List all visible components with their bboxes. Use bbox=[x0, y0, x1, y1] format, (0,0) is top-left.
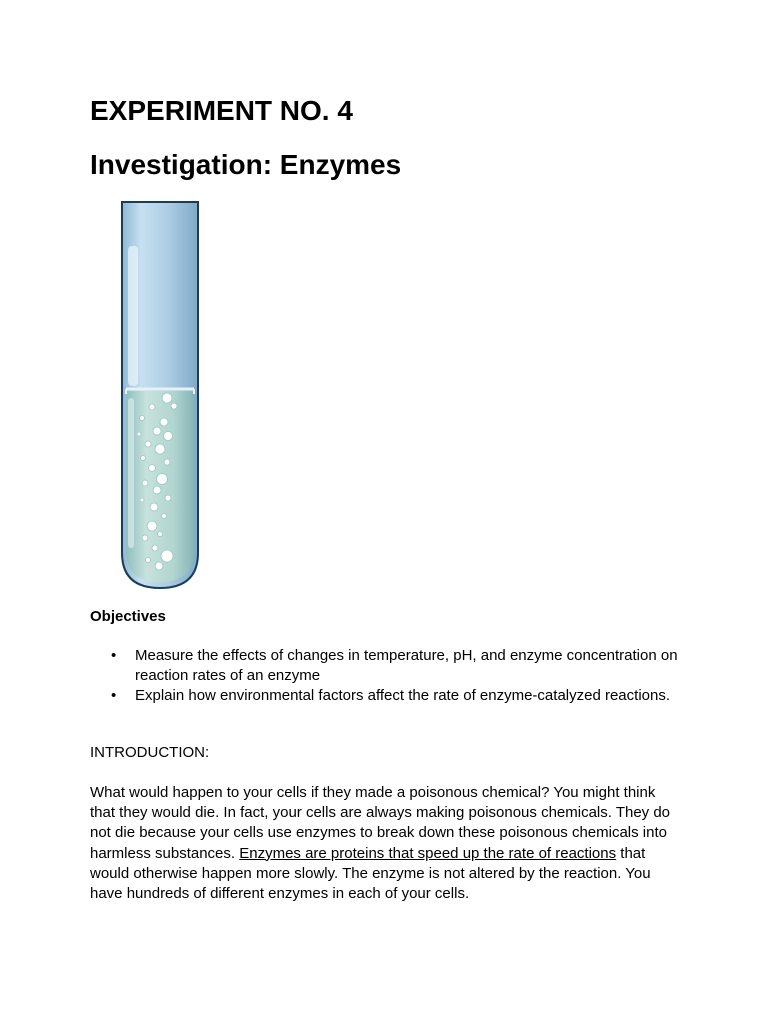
introduction-heading: INTRODUCTION: bbox=[90, 744, 210, 761]
enzyme-definition: Enzymes are proteins that speed up the rate of reactions bbox=[239, 844, 617, 862]
objectives-heading: Objectives bbox=[90, 608, 166, 625]
document-subtitle: Investigation: Enzymes bbox=[90, 149, 402, 180]
introduction-text-start: What would happen to your cells if they made a poisonous chemical? You might think that they would die. In fact, your cells are always making poisonous chemicals. They do not die because your cells use enzymes to break down these poisonous chemicals into harmless substances. bbox=[90, 784, 671, 862]
introduction-text-end: that would otherwise happen more slowly. The enzyme is not altered by the reaction. You have hundreds of different enzymes in each of your cells. bbox=[90, 844, 651, 903]
objectives-list bbox=[90, 646, 690, 706]
objective-text: Measure the effects of changes in temperature, pH, and enzyme concentration on reaction rates of an enzyme bbox=[135, 647, 678, 684]
bullet-icon: • bbox=[111, 687, 117, 704]
objective-text: Explain how environmental factors affect the rate of enzyme-catalyzed reactions. bbox=[135, 687, 670, 704]
document-title: EXPERIMENT NO. 4 bbox=[90, 95, 353, 126]
list-item bbox=[90, 686, 690, 706]
test-tube-with-bubbles-icon bbox=[112, 198, 210, 592]
introduction-paragraph bbox=[90, 783, 682, 904]
list-item bbox=[90, 646, 690, 686]
bullet-icon: • bbox=[111, 647, 117, 664]
